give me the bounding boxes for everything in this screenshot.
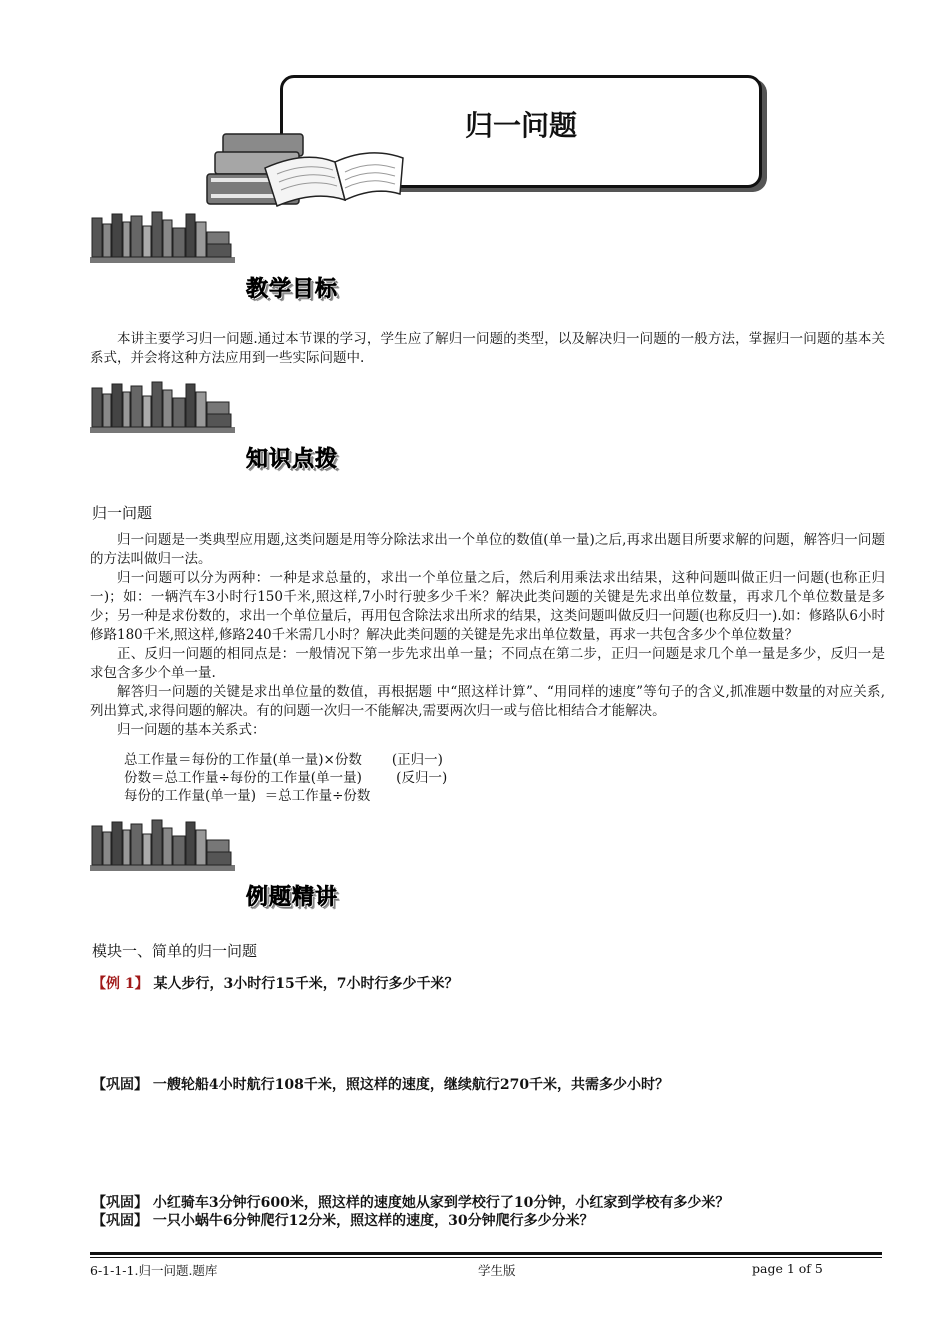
bookshelf-icon [90, 380, 235, 435]
section-title-objectives: 教学目标 [246, 277, 339, 302]
section-title-examples: 例题精讲 [246, 885, 339, 910]
knowledge-paragraph: 解答归一问题的关键是求出单位量的数值，再根据题 中“照这样计算”、“用同样的速度”等句子的含义,抓准题中数量的对应关系,列出算式,求得问题的解决。有的问题一次归一不能解决,需要两次归一或与倍比相结合才能解决。 [90, 684, 885, 719]
knowledge-paragraph: 归一问题可以分为两种：一种是求总量的，求出一个单位量之后，然后利用乘法求出结果，这种问题叫做正归一问题(也称正归一)；如：一辆汽车3小时行150千米,照这样,7小时行驶多少千米？解决此类问题的关键是先求出单位数量，再求几个单位数量是多少；另一种是求份数的，求出一个单位量后，再用包含除法求出所求的结果，这类问题叫做反归一问题(也称反归一).如：修路队6小时修路180千米,照这样,修路240千米需几小时？解决此类问题的关键是先求出单位数量，再求一共包含多少个单位数量？ [90, 570, 885, 643]
knowledge-heading: 归一问题 [92, 504, 153, 522]
bookshelf-icon [90, 210, 235, 265]
practice-tag: 【巩固】 [92, 1077, 148, 1093]
knowledge-paragraph: 归一问题的基本关系式： [117, 722, 266, 738]
example-question [92, 973, 458, 993]
example-tag: 【例 1】 [92, 976, 149, 992]
module-heading: 模块一、简单的归一问题 [92, 942, 258, 960]
knowledge-body [90, 531, 885, 740]
practice-tag: 【巩固】 [92, 1195, 148, 1211]
footer-page-number: page 1 of 5 [752, 1261, 823, 1276]
question-text: 某人步行，3小时行15千米，7小时行多少千米？ [148, 976, 459, 992]
footer-filename: 6-1-1-1.归一问题.题库 [90, 1263, 218, 1278]
bookshelf-icon [90, 818, 235, 873]
knowledge-paragraph: 正、反归一问题的相同点是：一般情况下第一步先求出单一量；不同点在第二步，正归一问题是求几个单一量是多少，反归一是求包含多少个单一量. [90, 646, 885, 681]
knowledge-paragraph: 归一问题是一类典型应用题,这类问题是用等分除法求出一个单位的数值(单一量)之后,再求出题目所要求解的问题，解答归一问题的方法叫做归一法。 [90, 532, 885, 567]
objectives-paragraph: 本讲主要学习归一问题.通过本节课的学习，学生应了解归一问题的类型，以及解决归一问题的一般方法，掌握归一问题的基本关系式，并会将这种方法应用到一些实际问题中. [90, 331, 885, 366]
question-text: 一艘轮船4小时航行108千米，照这样的速度，继续航行270千米，共需多少小时？ [148, 1077, 670, 1093]
question-text: 小红骑车3分钟行600米，照这样的速度她从家到学校行了10分钟，小红家到学校有多少米？ [148, 1195, 730, 1211]
section-title-knowledge: 知识点拨 [246, 447, 339, 472]
practice-question [92, 1210, 594, 1230]
question-text: 一只小蜗牛6分钟爬行12分米，照这样的速度，30分钟爬行多少分米？ [148, 1213, 594, 1229]
practice-question [92, 1074, 669, 1094]
formula-line: 份数＝总工作量÷每份的工作量(单一量) (反归一) [124, 770, 448, 786]
page-title: 归一问题 [464, 109, 577, 142]
footer-divider [90, 1252, 882, 1255]
formula-line: 每份的工作量(单一量) ＝总工作量÷份数 [124, 788, 371, 804]
book-stack-icon [205, 128, 410, 212]
practice-question [92, 1192, 729, 1212]
footer-edition: 学生版 [478, 1263, 516, 1278]
formula-line: 总工作量＝每份的工作量(单一量)×份数 (正归一) [124, 752, 443, 768]
footer-divider [90, 1257, 882, 1258]
practice-tag: 【巩固】 [92, 1213, 148, 1229]
